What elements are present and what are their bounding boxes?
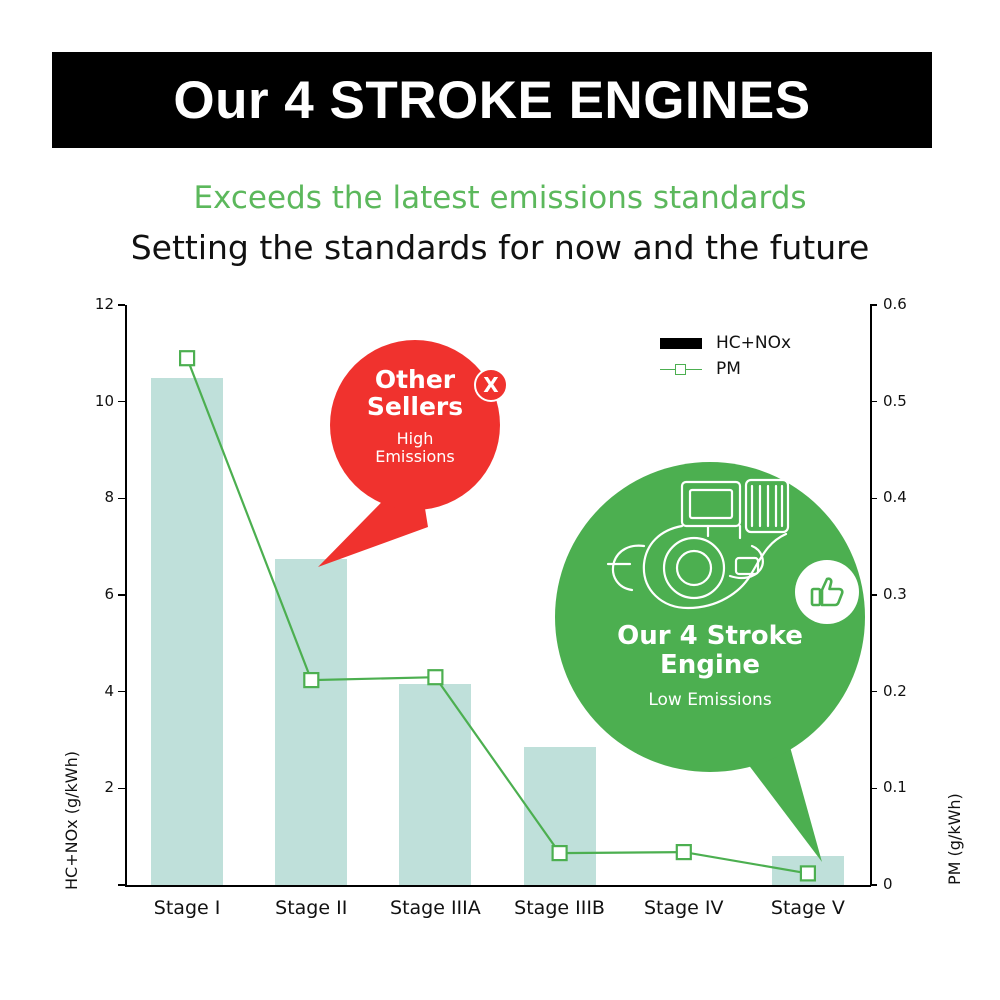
thumbs-up-icon <box>795 560 859 624</box>
engine-illustration-icon <box>590 472 830 622</box>
green-callout-note: Low Emissions <box>648 690 772 710</box>
pm-marker <box>677 845 691 859</box>
y-tick-left <box>118 884 125 885</box>
y-tick-left <box>118 691 125 692</box>
legend-label-pm: PM <box>716 359 741 379</box>
y-tick-label-left: 2 <box>104 778 114 797</box>
red-callout-line1: Other <box>374 365 456 394</box>
y-tick-label-right: 0.1 <box>883 778 907 797</box>
other-sellers-callout <box>330 340 500 510</box>
y-tick-left <box>118 788 125 789</box>
y-tick-right <box>870 691 877 692</box>
legend-item-hcnox <box>660 330 791 356</box>
y-tick-label-left: 12 <box>94 295 114 313</box>
y-tick-right <box>870 884 877 885</box>
x-mark-icon: X <box>474 368 508 402</box>
y-tick-left <box>118 304 125 305</box>
green-callout-line1: Our 4 Stroke <box>617 621 803 651</box>
x-axis-label: Stage IIIA <box>390 897 481 919</box>
legend-label-hcnox: HC+NOx <box>716 333 792 353</box>
y-tick-label-left: 8 <box>104 488 114 507</box>
y-tick-label-left: 4 <box>104 681 114 700</box>
y-tick-label-right: 0 <box>883 875 893 893</box>
x-axis-label: Stage IV <box>643 897 724 919</box>
pm-marker <box>180 351 194 365</box>
our-engine-callout <box>555 462 865 772</box>
pm-marker <box>304 673 318 687</box>
legend-item-pm <box>660 356 791 382</box>
red-callout-note1: High <box>396 429 434 448</box>
legend-swatch-bar-icon <box>660 338 702 349</box>
y-tick-label-right: 0.6 <box>883 295 907 313</box>
pm-marker <box>428 670 442 684</box>
title-banner <box>52 52 932 148</box>
y-tick-right <box>870 594 877 595</box>
y-tick-right <box>870 401 877 402</box>
y-tick-right <box>870 498 877 499</box>
y-axis-right-title: PM (g/kWh) <box>945 793 964 885</box>
y-tick-label-right: 0.2 <box>883 681 907 700</box>
y-tick-label-right: 0.3 <box>883 585 907 603</box>
y-tick-right <box>870 788 877 789</box>
subtitle-green: Exceeds the latest emissions standards <box>193 180 807 216</box>
y-tick-left <box>118 498 125 499</box>
y-tick-right <box>870 304 877 305</box>
subtitle-black: Setting the standards for now and the future <box>130 228 870 267</box>
x-axis-label: Stage II <box>275 897 348 919</box>
y-tick-label-left: 6 <box>104 585 114 603</box>
pm-marker <box>553 846 567 860</box>
x-axis-label: Stage I <box>153 897 221 919</box>
page-title: Our 4 STROKE ENGINES <box>173 70 811 130</box>
y-tick-label-right: 0.4 <box>883 488 907 507</box>
legend-swatch-line-icon <box>660 364 702 375</box>
x-axis-label: Stage IIIB <box>514 897 605 919</box>
green-callout-line2: Engine <box>660 649 760 680</box>
y-tick-left <box>118 401 125 402</box>
red-callout-line2: Sellers <box>366 392 464 421</box>
y-tick-label-right: 0.5 <box>883 391 907 410</box>
x-axis-label: Stage V <box>770 897 845 919</box>
y-tick-label-left: 10 <box>94 391 114 410</box>
chart-legend <box>660 330 791 382</box>
y-axis-left-title: HC+NOx (g/kWh) <box>62 751 81 890</box>
red-callout-note2: Emissions <box>375 447 455 467</box>
y-tick-left <box>118 594 125 595</box>
